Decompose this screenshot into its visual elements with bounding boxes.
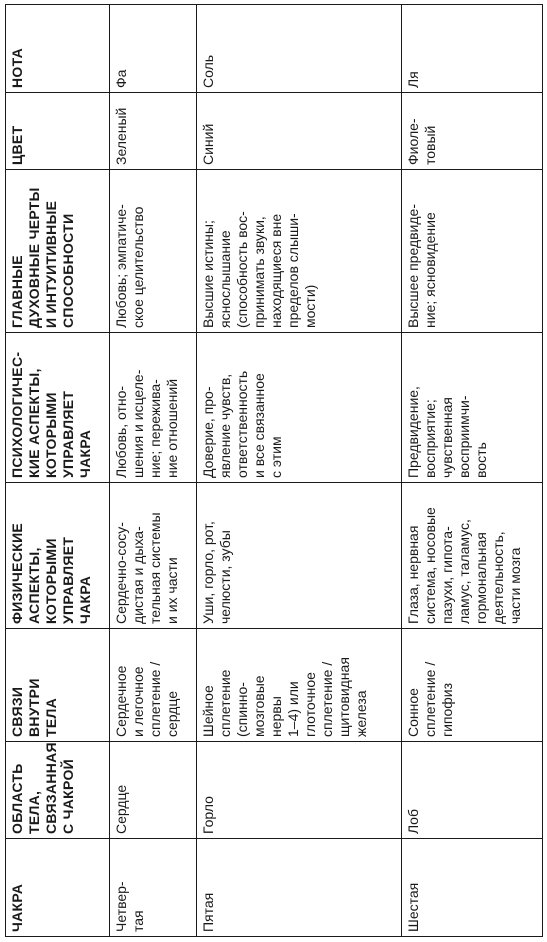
cell-physical-aspects: Уши, горло, рот, челюсти, зубы [197, 483, 402, 629]
cell-spiritual-traits: Высшие истины; яснослышание (способность вос- принимать звуки, находящиеся вне пределов слыши- мости) [197, 170, 402, 333]
header-physical-aspects: ФИЗИЧЕСКИЕ АСПЕКТЫ, КОТОРЫМИ УПРАВЛЯЕТ ЧАКРА [6, 483, 110, 629]
header-psychological-aspects: ПСИХОЛОГИЧЕС- КИЕ АСПЕКТЫ, КОТОРЫМИ УПРАВЛЯЕТ ЧАКРА [6, 333, 110, 483]
cell-body-area: Лоб [402, 742, 543, 839]
cell-body-connections: Сонное сплетение / гипофиз [402, 629, 543, 742]
table-row [197, 5, 402, 937]
cell-physical-aspects: Глаза, нервная система, носовые пазухи, гипота- ламус, таламус, гормональная деятельность, части мозга [402, 483, 543, 629]
table-row [110, 5, 197, 937]
header-note: НОТА [6, 5, 110, 93]
cell-chakra: Шестая [402, 839, 543, 937]
table-row [402, 5, 543, 937]
cell-body-area: Сердце [110, 742, 197, 839]
cell-color: Зеленый [110, 93, 197, 170]
cell-psychological-aspects: Доверие, про- явление чувств, ответственность и все связанное с этим [197, 333, 402, 483]
cell-spiritual-traits: Высшее предвиде- ние; ясновидение [402, 170, 543, 333]
cell-psychological-aspects: Предвидение, восприятие; чувственная восприимчи- вость [402, 333, 543, 483]
header-body-connections: СВЯЗИ ВНУТРИ ТЕЛА [6, 629, 110, 742]
cell-note: Ля [402, 5, 543, 93]
cell-body-area: Горло [197, 742, 402, 839]
cell-body-connections: Сердечное и легочное сплетение / сердце [110, 629, 197, 742]
cell-note: Соль [197, 5, 402, 93]
header-color: ЦВЕТ [6, 93, 110, 170]
cell-physical-aspects: Сердечно-сосу- дистая и дыха- тельная системы и их части [110, 483, 197, 629]
cell-color: Синий [197, 93, 402, 170]
cell-spiritual-traits: Любовь; эмпатиче- ское целительство [110, 170, 197, 333]
cell-body-connections: Шейное сплетение (спинно- мозговые нервы 1–4) или глоточное сплетение / щитовидная железа [197, 629, 402, 742]
cell-chakra: Четвер- тая [110, 839, 197, 937]
header-row [6, 5, 110, 937]
cell-note: Фа [110, 5, 197, 93]
header-body-area: ОБЛАСТЬ ТЕЛА, СВЯЗАННАЯ С ЧАКРОЙ [6, 742, 110, 839]
chakra-table [5, 4, 543, 937]
cell-chakra: Пятая [197, 839, 402, 937]
rotated-table-container [5, 0, 542, 937]
cell-color: Фиоле- товый [402, 93, 543, 170]
cell-psychological-aspects: Любовь, отно- шения и исцеле- ние; пережива- ние отношений [110, 333, 197, 483]
header-chakra: ЧАКРА [6, 839, 110, 937]
header-spiritual-traits: ГЛАВНЫЕ ДУХОВНЫЕ ЧЕРТЫ И ИНТУИТИВНЫЕ СПОСОБНОСТИ [6, 170, 110, 333]
